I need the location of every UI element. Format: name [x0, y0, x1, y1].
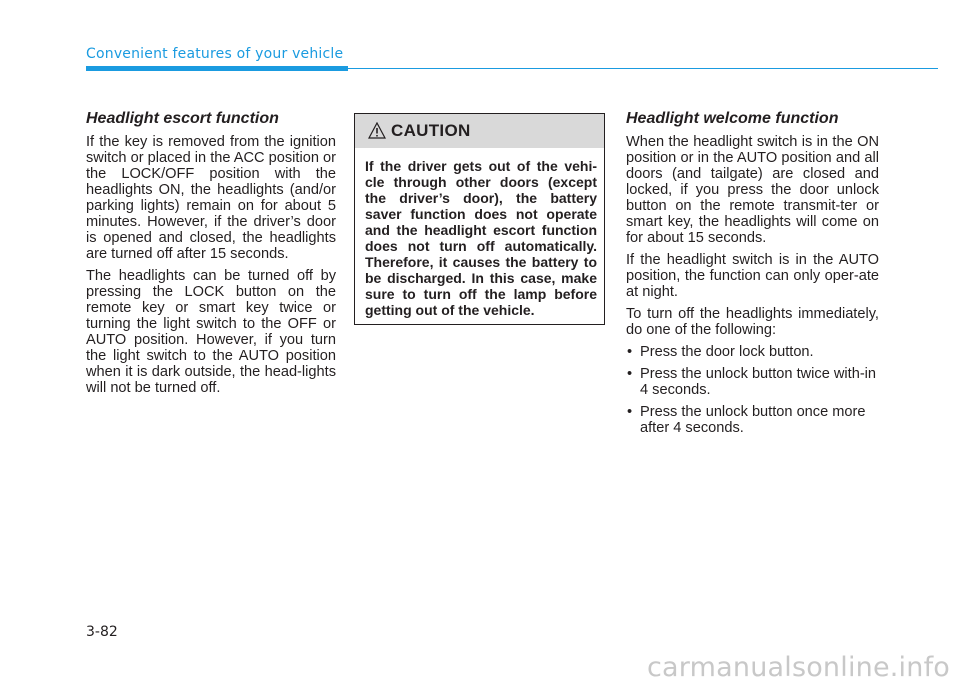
escort-paragraph-1: If the key is removed from the ignition switch or placed in the ACC position or the LOCK/OFF position with the headlights ON, the headlights (and/or parking lights) remain on for about 5 minutes. However, if the driver’s door is opened and closed, the headlights are turned off after 15 seconds. — [86, 134, 336, 262]
caution-header — [355, 114, 604, 148]
welcome-heading: Headlight welcome function — [626, 110, 839, 127]
caution-text: If the driver gets out of the vehi-cle through other doors (except the driver’s door), the battery saver function does not operate and the headlight escort function does not turn off automatically. Therefore, it causes the battery to be discharged. In this case, make sure to turn off the lamp before getting out of the vehicle. — [365, 158, 597, 318]
header-rule-accent — [86, 66, 348, 71]
welcome-bullet-list — [626, 344, 879, 436]
list-item: • Press the door lock button. — [626, 344, 879, 360]
welcome-paragraph-1: When the headlight switch is in the ON position or in the AUTO position and all doors (and tailgate) are closed and locked, if you press the door unlock button on the remote transmit-ter or smart key, the headlights will come on for about 15 seconds. — [626, 134, 879, 246]
list-item: • Press the unlock button twice with-in 4 seconds. — [626, 366, 879, 398]
right-column — [626, 110, 879, 442]
list-item: • Press the unlock button once more after 4 seconds. — [626, 404, 879, 436]
warning-triangle-icon — [368, 122, 386, 144]
caution-box — [354, 113, 605, 325]
escort-heading: Headlight escort function — [86, 110, 279, 127]
page-number: 3-82 — [86, 624, 118, 640]
section-title: Convenient features of your vehicle — [86, 46, 344, 62]
left-column — [86, 110, 336, 402]
escort-paragraph-2: The headlights can be turned off by pressing the LOCK button on the remote key or smart key twice or turning the light switch to the OFF or AUTO position. However, if you turn the light switch to the AUTO position when it is dark outside, the head-lights will not be turned off. — [86, 268, 336, 396]
caution-title: CAUTION — [391, 121, 471, 140]
header-rule-line — [348, 68, 938, 69]
welcome-paragraph-2: If the headlight switch is in the AUTO position, the function can only oper-ate at night. — [626, 252, 879, 300]
watermark-text: carmanualsonline.info — [647, 652, 950, 683]
welcome-paragraph-3: To turn off the headlights immediately, do one of the following: — [626, 306, 879, 338]
